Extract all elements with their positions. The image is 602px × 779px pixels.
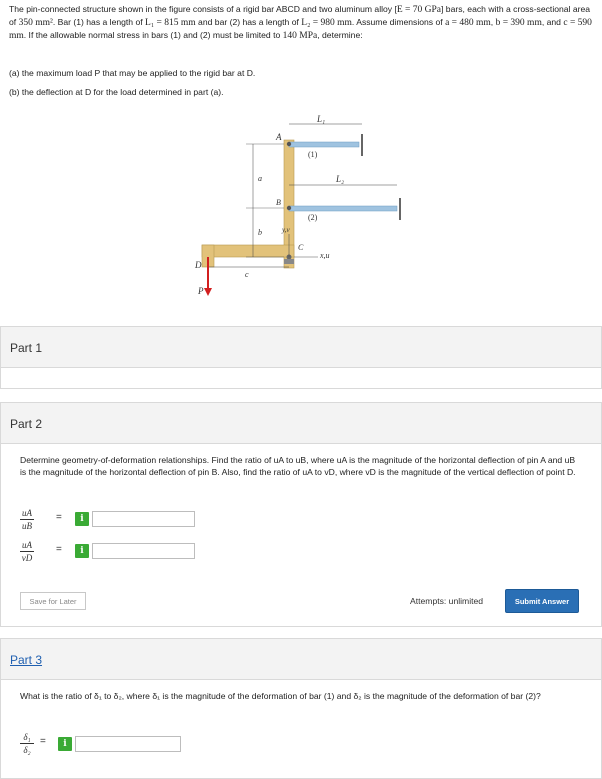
part1-header[interactable] xyxy=(0,326,602,368)
ratio-ua-ub xyxy=(20,508,34,531)
ratio2-input[interactable] xyxy=(92,543,195,559)
ratio2-den: vD xyxy=(21,553,33,563)
part1-title: Part 1 xyxy=(10,341,43,355)
label-p: P xyxy=(198,286,204,296)
part3-header[interactable] xyxy=(0,638,602,680)
ratio-delta1-delta2 xyxy=(20,732,34,755)
part2-header[interactable] xyxy=(0,402,602,444)
label-b-point: B xyxy=(276,198,281,207)
structure-figure xyxy=(190,110,415,305)
part3-title[interactable]: Part 3 xyxy=(10,653,43,667)
part2-title: Part 2 xyxy=(10,417,43,431)
label-c-point: C xyxy=(298,243,304,252)
ratio3-equals: = xyxy=(40,736,46,747)
label-bar1: (1) xyxy=(308,150,318,159)
label-l2: L₂ xyxy=(336,174,345,184)
label-dim-b: b xyxy=(258,228,262,237)
rigid-bar-horizontal xyxy=(202,245,294,257)
ratio2-equals: = xyxy=(56,544,62,555)
problem-intro: The pin-connected structure shown in the figure consists of a rigid bar ABCD and two aluminum alloy [E = 70 GPa] bars, each with a cross-sectional area of 350 mm². Bar (1) has a length of L₁ = 815 mm and bar (2) has a length of L₂ = 980 mm. Assume dimensions of a = 480 mm, b = 390 mm, and c = 590 mm. If the allowable normal stress in bars (1) and (2) must be limited to 140 MPa, determine: xyxy=(9,4,592,41)
ratio1-equals: = xyxy=(56,512,62,523)
question-a: (a) the maximum load P that may be applied to the rigid bar at D. xyxy=(9,68,256,78)
ratio1-den: uB xyxy=(22,521,32,531)
part3-instructions: What is the ratio of δ₁ to δ₂, where δ₁ is the magnitude of the deformation of bar (1) and δ₂ is the magnitude of the deformation of bar (2)? xyxy=(20,691,541,701)
ratio1-input[interactable] xyxy=(92,511,195,527)
info-icon[interactable]: i xyxy=(75,544,89,558)
pin-a xyxy=(287,142,291,146)
ratio3-den: δ₂ xyxy=(23,745,31,755)
load-p-head xyxy=(204,288,212,296)
structure-diagram xyxy=(190,110,415,305)
ratio3-input[interactable] xyxy=(75,736,181,752)
label-xu: x,u xyxy=(320,251,330,260)
label-l1: L₁ xyxy=(317,114,326,124)
pin-b xyxy=(287,206,291,210)
ratio2-num: uA xyxy=(22,540,32,550)
ratio-ua-vd xyxy=(20,540,34,563)
part2-instructions: Determine geometry-of-deformation relationships. Find the ratio of uA to uB, where uA is the magnitude of the horizontal deflection of pin A and uB is the magnitude of the horizontal deflection of pin B. Also, find the ratio of uA to vD, where vD is the magnitude of the vertical deflection of point D. xyxy=(20,455,576,477)
info-icon[interactable]: i xyxy=(75,512,89,526)
question-b: (b) the deflection at D for the load determined in part (a). xyxy=(9,87,224,97)
ratio3-num: δ₁ xyxy=(23,732,31,742)
label-dim-c: c xyxy=(245,270,249,279)
bar-2 xyxy=(289,206,397,211)
label-bar2: (2) xyxy=(308,213,318,222)
label-a-point: A xyxy=(276,132,282,142)
part1-body xyxy=(0,367,602,389)
ratio1-num: uA xyxy=(22,508,32,518)
problem-statement xyxy=(9,3,595,42)
info-icon[interactable]: i xyxy=(58,737,72,751)
label-dim-a: a xyxy=(258,174,262,183)
label-yv: y,v xyxy=(282,226,290,234)
label-d-point: D xyxy=(195,260,202,270)
submit-answer-button[interactable]: Submit Answer xyxy=(505,589,579,613)
support-c xyxy=(284,259,294,264)
bar-1 xyxy=(289,142,359,147)
attempts-label: Attempts: unlimited xyxy=(410,596,484,606)
save-for-later-button[interactable]: Save for Later xyxy=(20,592,86,610)
